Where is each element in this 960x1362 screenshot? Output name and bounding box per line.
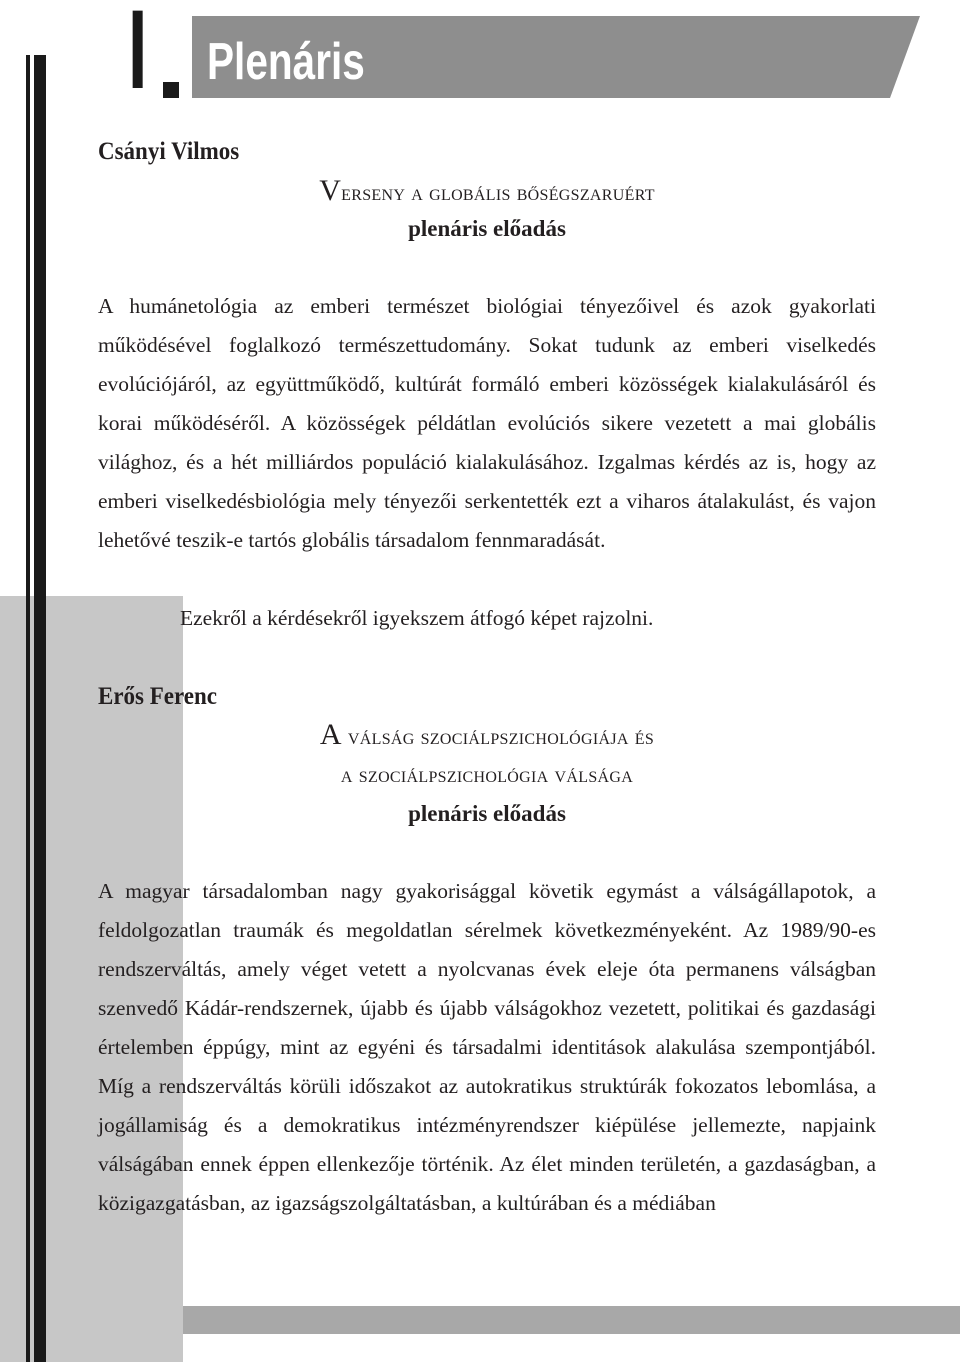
author-name: Erős Ferenc bbox=[98, 683, 218, 710]
talk-title bbox=[98, 716, 876, 756]
talk-title-line2: a szociálpszichológia válsága bbox=[340, 762, 634, 787]
abstract-closing: Ezekről a kérdésekről igyekszem átfogó képet rajzolni. bbox=[180, 606, 654, 630]
talk-title-initial: V bbox=[319, 174, 342, 207]
talk-type: plenáris előadás bbox=[408, 216, 566, 241]
left-vertical-bar-thin bbox=[26, 55, 30, 1362]
chapter-number: I bbox=[128, 0, 147, 112]
talk-title-text: válság szociálpszichológiája és bbox=[341, 724, 655, 749]
talk-type: plenáris előadás bbox=[408, 801, 566, 826]
bottom-grey-stripe bbox=[183, 1306, 960, 1334]
author-name: Csányi Vilmos bbox=[98, 138, 240, 165]
talk-title bbox=[98, 172, 876, 212]
chapter-number-dot bbox=[163, 82, 179, 98]
abstract-paragraph: A humánetológia az emberi természet biológiai tényezőivel és azok gyakorlati működésével foglalkozó természettudomány. Sokat tudunk az emberi viselkedés evolúciójáról, az együttműködő, kultúrát formáló emberi közösségek kialakulásáról és korai működéséről. A közösségek példátlan evolúciós sikere vezetett a mai globális világhoz, és a hét milliárdos populáció kialakulásához. Izgalmas kérdés az is, hogy az emberi viselkedésbiológia mely tényezői serkentették ezt a viharos átalakulást, és vajon lehetővé teszik-e tartós globális társadalom fennmaradását. bbox=[98, 294, 876, 552]
abstract-paragraph: A magyar társadalomban nagy gyakorisággal követik egymást a válságállapotok, a feldolgozatlan traumák és megoldatlan sérelmek következményeként. Az 1989/90-es rendszerváltás, amely véget vetett a nyolcvanas évek eleje óta permanens válságban szenvedő Kádár-rendszernek, újabb és újabb válságokhoz vezetett, politikai és gazdasági értelemben éppúgy, mint az egyéni és társadalmi identitások alakulása szempontjából. Míg a rendszerváltás körüli időszakot az autokratikus struktúrák fokozatos lebomlása, a jogállamiság és a demokratikus intézményrendszer kiépülése jellemezte, napjaink válságában ennek éppen ellenkezője történik. Az élet minden területén, a gazdaságban, a közigazgatásban, az igazságszolgáltatásban, a kultúrában és a médiában bbox=[98, 879, 876, 1215]
chapter-title: Plenáris bbox=[207, 33, 365, 91]
left-vertical-bar-thick bbox=[34, 55, 46, 1362]
talk-title-initial: A bbox=[319, 718, 342, 751]
talk-title-text: erseny a globális bőségszaruért bbox=[341, 180, 655, 205]
chapter-banner bbox=[0, 0, 960, 112]
